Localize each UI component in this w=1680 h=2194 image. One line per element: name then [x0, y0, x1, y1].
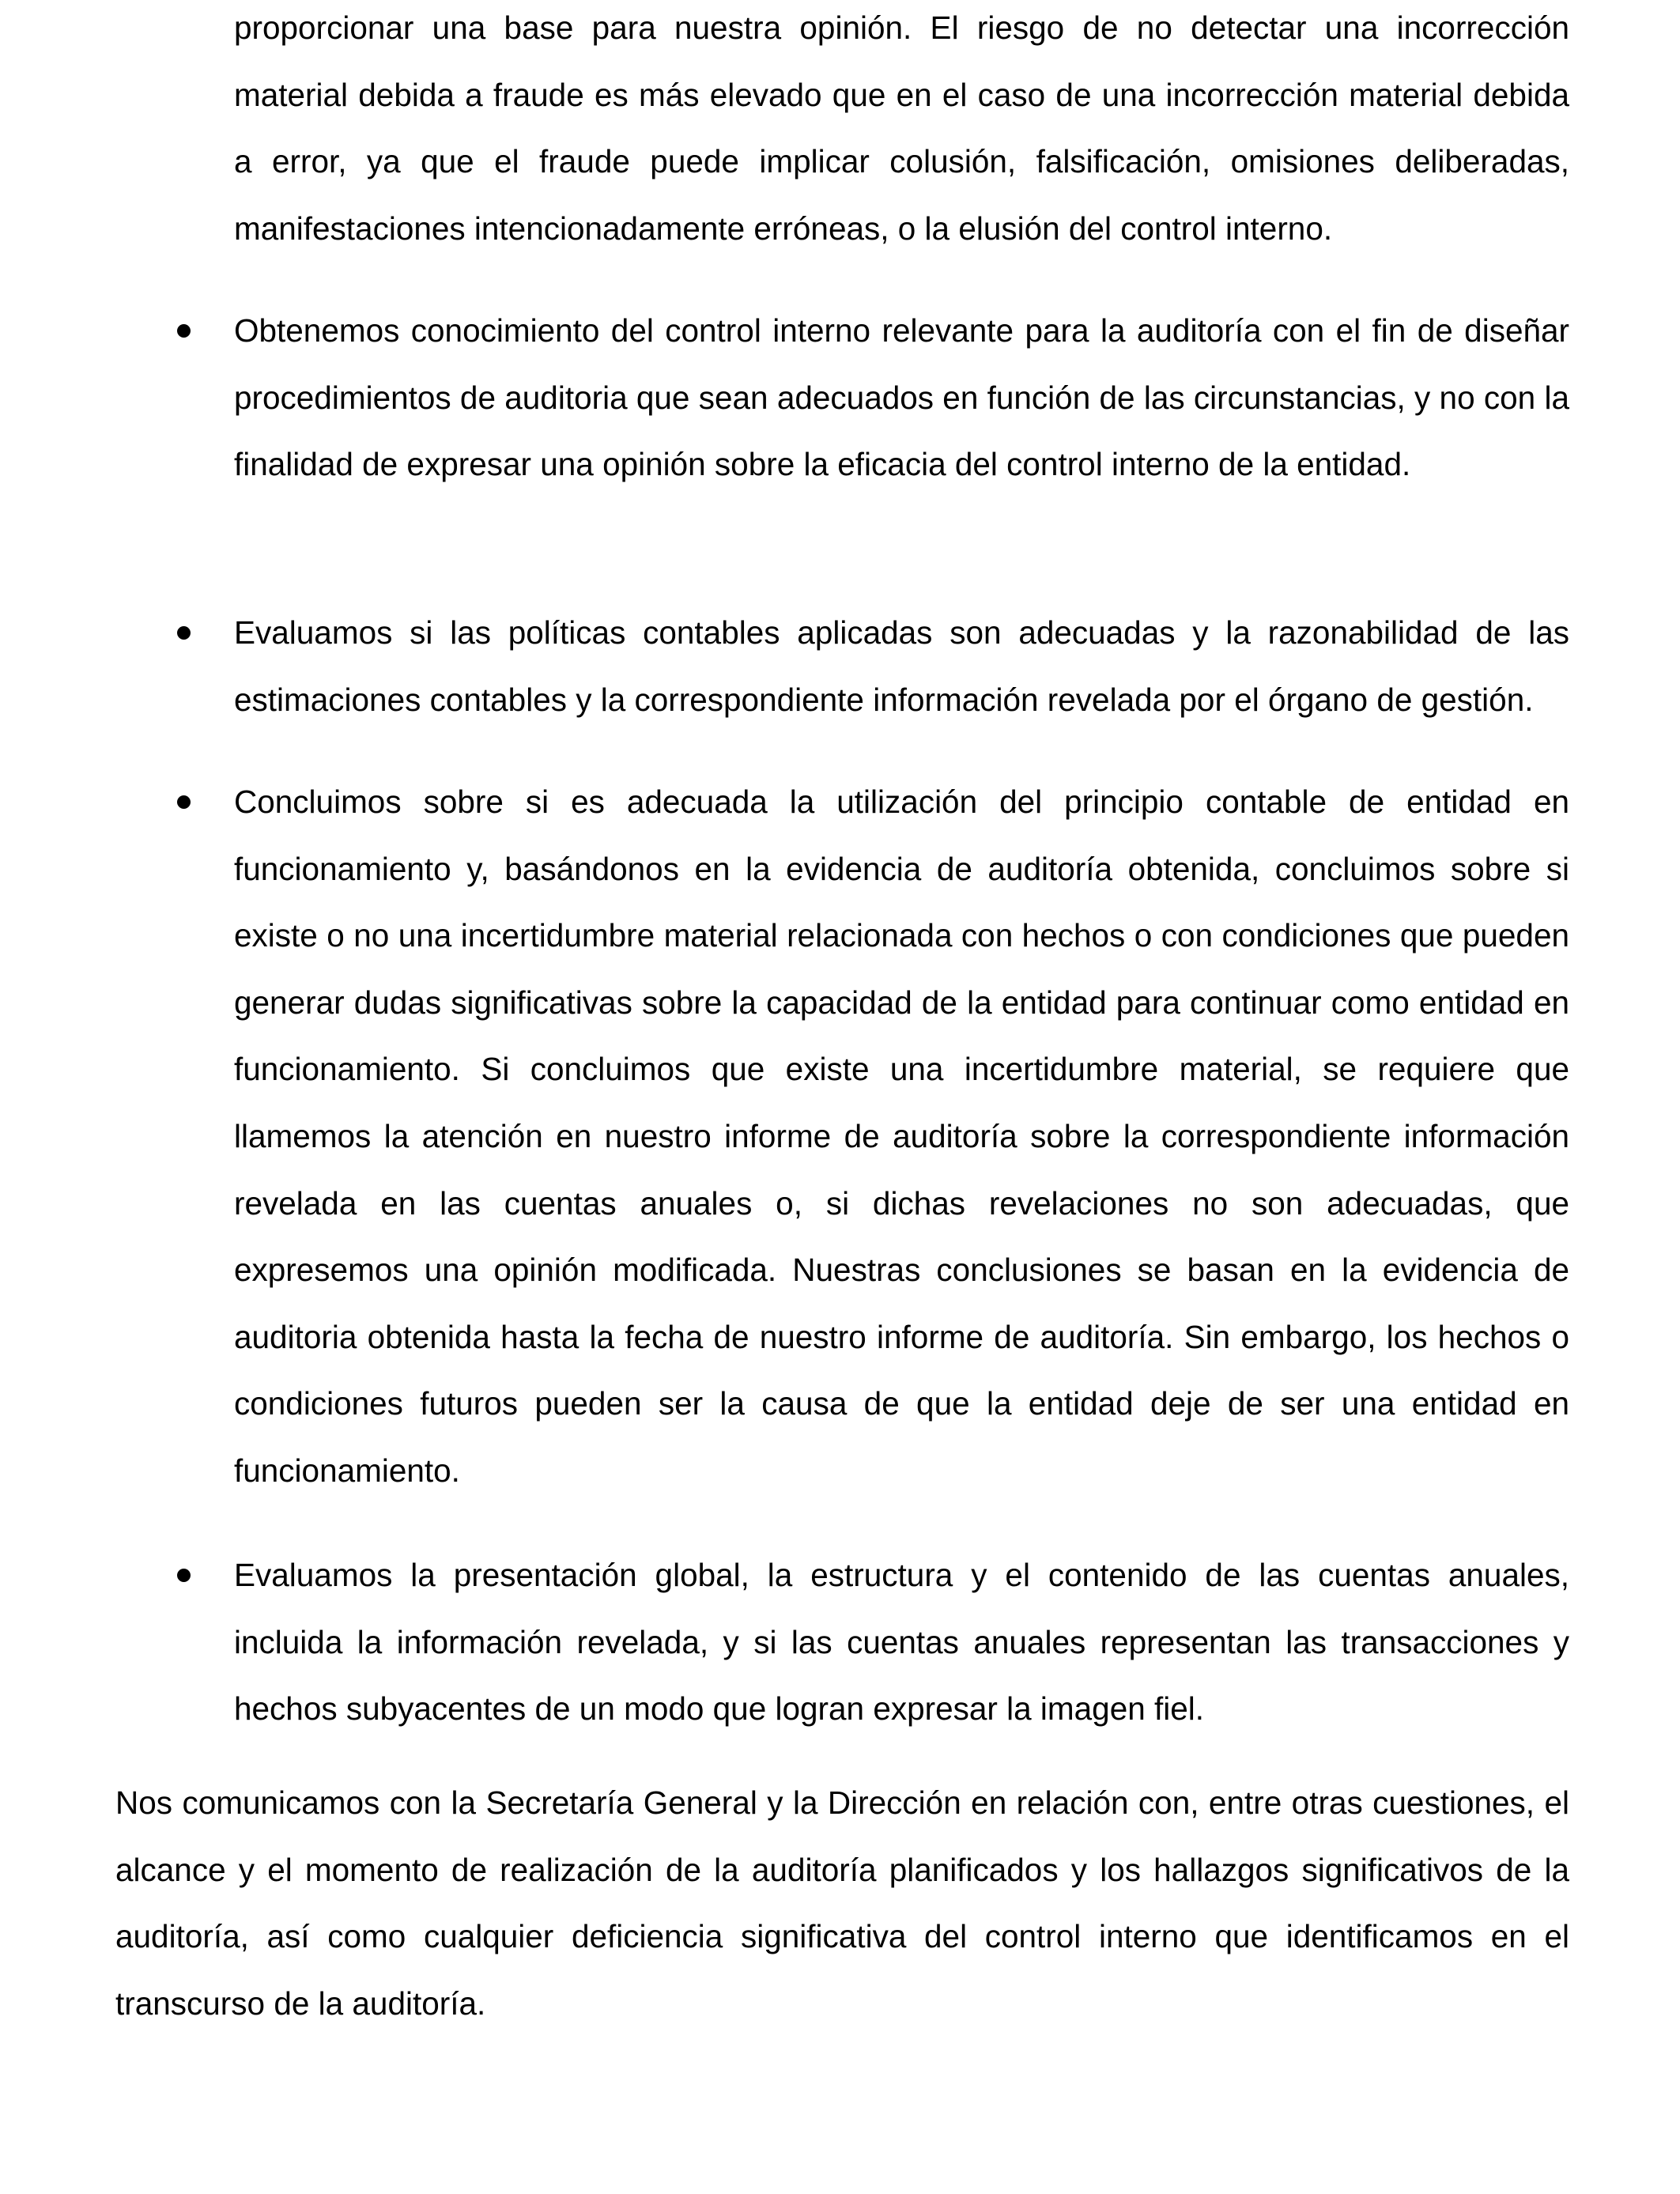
bullet-text: Obtenemos conocimiento del control interno relevante para la auditoría con el fin de diseñar procedimientos de auditoria que sean adecuados en función de las circunstancias, y no con la finalidad de expresar una opinión sobre la eficacia del control interno de la entidad. [234, 312, 1569, 483]
bullet-text: Evaluamos la presentación global, la estructura y el contenido de las cuentas anuales, incluida la información revelada, y si las cuentas anuales representan las transacciones y hechos subyacentes de un modo que logran expresar la imagen fiel. [234, 1557, 1569, 1728]
bullet-text: Evaluamos si las políticas contables aplicadas son adecuadas y la razonabilidad de las estimaciones contables y la correspondiente información revelada por el órgano de gestión. [234, 614, 1569, 718]
bullet-icon [177, 626, 191, 640]
bullet-text: Concluimos sobre si es adecuada la utilización del principio contable de entidad en funcionamiento y, basándonos en la evidencia de auditoría obtenida, concluimos sobre si existe o no una incertidumbre material relacionada con hechos o con condiciones que pueden generar dudas significativas sobre la capacidad de la entidad para continuar como entidad en funcionamiento. Si concluimos que existe una incertidumbre material, se requiere que llamemos la atención en nuestro informe de auditoría sobre la correspondiente información revelada en las cuentas anuales o, si dichas revelaciones no son adecuadas, que expresemos una opinión modificada. Nuestras conclusiones se basan en la evidencia de auditoria obtenida hasta la fecha de nuestro informe de auditoría. Sin embargo, los hechos o condiciones futuros pueden ser la causa de que la entidad deje de ser una entidad en funcionamiento. [234, 784, 1569, 1489]
bullet-item [234, 1542, 1569, 1743]
closing-paragraph: Nos comunicamos con la Secretaría General y la Dirección en relación con, entre otras cuestiones, el alcance y el momento de realización de la auditoría planificados y los hallazgos significativos de la auditoría, así como cualquier deficiencia significativa del control interno que identificamos en el transcurso de la auditoría. [115, 1784, 1569, 2022]
bullet-icon [177, 795, 191, 809]
bullet-item [234, 768, 1569, 1505]
bullet-item [234, 297, 1569, 498]
continuation-paragraph: proporcionar una base para nuestra opinión. El riesgo de no detectar una incorrección material debida a fraude es más elevado que en el caso de una incorrección material debida a error, ya que el fraude puede implicar colusión, falsificación, omisiones deliberadas, manifestaciones intencionadamente erróneas, o la elusión del control interno. [234, 9, 1569, 247]
bullet-item [234, 599, 1569, 733]
bullet-icon [177, 1569, 191, 1582]
bullet-icon [177, 324, 191, 338]
